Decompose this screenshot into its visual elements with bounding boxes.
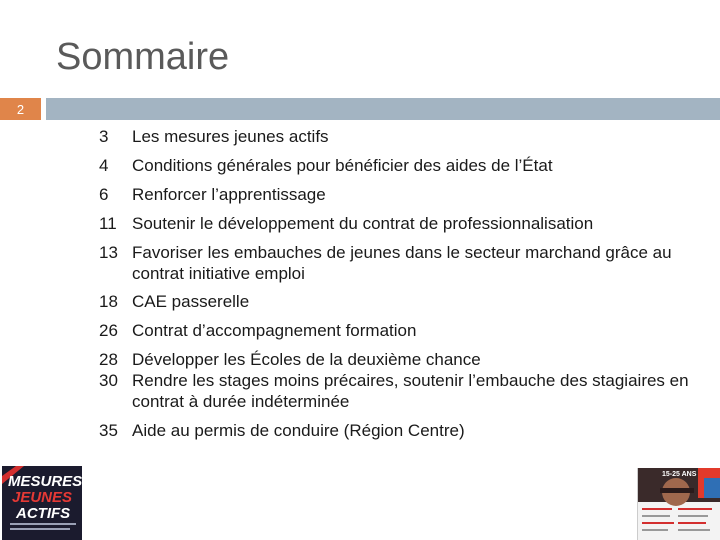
toc-page-number: 6	[99, 185, 109, 204]
toc-page-number: 26	[99, 321, 118, 340]
toc-page-number: 3	[99, 127, 109, 146]
toc-entry[interactable]	[99, 291, 699, 312]
toc-entry-title: Rendre les stages moins précaires, soutenir l’embauche des stagiaires en contrat à durée indéterminée	[132, 371, 689, 411]
toc-entry-title: Renforcer l’apprentissage	[132, 185, 326, 204]
toc-page-number: 30	[99, 371, 118, 390]
toc-entry[interactable]	[99, 213, 699, 234]
header-rule-bar	[46, 98, 720, 120]
toc-entry[interactable]	[99, 242, 699, 284]
toc-page-number: 35	[99, 421, 118, 440]
poster-tagline: 15-25 ANS	[662, 471, 697, 478]
toc-entry[interactable]	[99, 184, 699, 205]
mesures-jeunes-actifs-logo	[2, 466, 82, 540]
toc-entry-title: Conditions générales pour bénéficier des aides de l’État	[132, 156, 553, 175]
toc-entry-title: Soutenir le développement du contrat de professionnalisation	[132, 214, 594, 233]
toc-page-number: 28	[99, 350, 118, 369]
toc-page-number: 18	[99, 292, 118, 311]
toc-entry-title: Aide au permis de conduire (Région Centre)	[132, 421, 465, 440]
logo-line-2: JEUNES	[12, 489, 73, 506]
toc-entry[interactable]	[99, 349, 699, 370]
table-of-contents	[99, 126, 699, 441]
toc-entry[interactable]	[99, 420, 699, 441]
toc-entry[interactable]	[99, 320, 699, 341]
toc-entry-title: Favoriser les embauches de jeunes dans le secteur marchand grâce au contrat initiative emploi	[132, 243, 672, 283]
logo-line-3: ACTIFS	[16, 505, 71, 522]
page-title: Sommaire	[56, 36, 230, 78]
toc-entry-title: Développer les Écoles de la deuxième chance	[132, 350, 481, 369]
toc-page-number: 13	[99, 243, 118, 262]
toc-entry[interactable]	[99, 126, 699, 147]
toc-entry-title: Les mesures jeunes actifs	[132, 127, 329, 146]
toc-entry[interactable]	[99, 155, 699, 176]
toc-page-number: 11	[99, 214, 117, 233]
toc-page-number: 4	[99, 156, 109, 175]
toc-entry[interactable]	[99, 370, 699, 412]
toc-entry-title: CAE passerelle	[132, 292, 250, 311]
campaign-poster-thumbnail	[637, 468, 720, 540]
page-number-badge: 2	[0, 98, 41, 120]
toc-entry-title: Contrat d’accompagnement formation	[132, 321, 417, 340]
logo-line-1: MESURES	[8, 473, 82, 490]
